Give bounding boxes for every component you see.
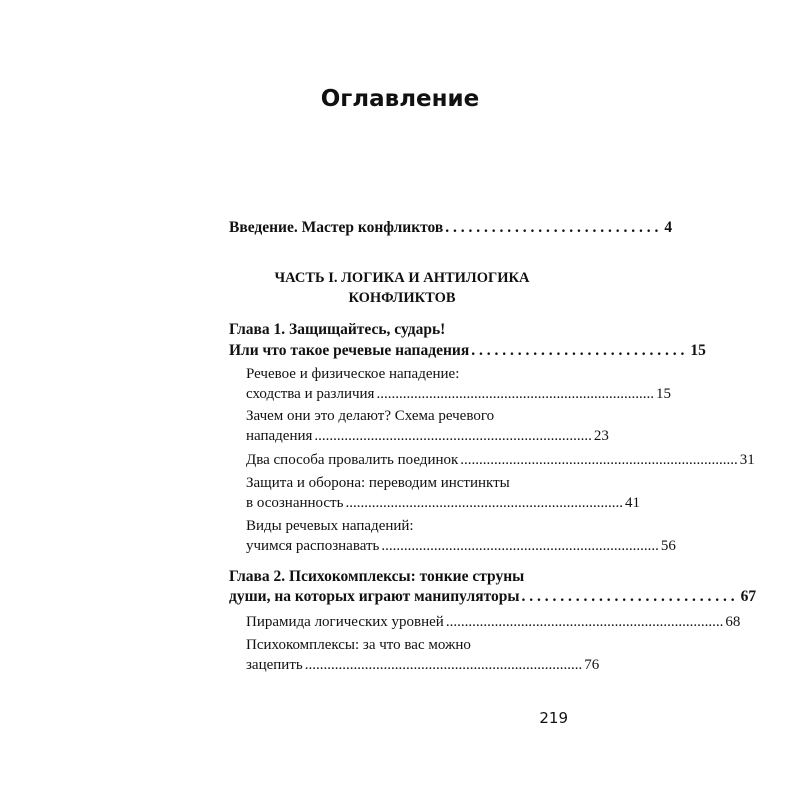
- toc-entry-chapter-2[interactable]: [229, 587, 757, 607]
- dot-leader: ..........................................................................: [460, 452, 738, 468]
- page-title: Оглавление: [320, 86, 480, 112]
- toc-chapter-2-title: [229, 567, 575, 587]
- toc-entry-section[interactable]: [246, 655, 600, 675]
- page-number: 219: [539, 709, 568, 727]
- section-text: в осознанность: [246, 495, 344, 511]
- dot-leader: . . . . . . . . . . . . . . . . . . . . . . . . . . . .: [521, 588, 735, 605]
- section-text: Защита и оборона: переводим инстинкты: [246, 475, 510, 491]
- section-text: сходства и различия: [246, 386, 375, 402]
- toc-entry-intro[interactable]: [229, 218, 673, 238]
- dot-leader: ..........................................................................: [445, 614, 724, 630]
- dot-leader: . . . . . . . . . . . . . . . . . . . . . . . . . . . .: [471, 342, 685, 359]
- toc-entry-section[interactable]: [246, 493, 640, 513]
- toc-entry-page: 67: [740, 588, 757, 605]
- toc-entry-page: 15: [690, 342, 706, 359]
- section-title-line: [246, 364, 575, 384]
- toc-entry-section[interactable]: [246, 384, 671, 404]
- chapter-title-line: души, на которых играют манипуляторы: [229, 588, 520, 605]
- section-title-line: [246, 635, 575, 655]
- dot-leader: ..........................................................................: [381, 538, 659, 554]
- dot-leader: ..........................................................................: [304, 657, 583, 673]
- toc-entry-title: Введение. Мастер конфликтов: [229, 219, 444, 236]
- chapter-title-line: Глава 1. Защищайтесь, сударь!: [229, 321, 446, 338]
- section-text: зацепить: [246, 657, 303, 673]
- section-text: Два способа провалить поединок: [246, 452, 459, 468]
- section-text: Пирамида логических уровней: [246, 614, 444, 630]
- table-of-contents: [229, 0, 757, 800]
- section-text: Речевое и физическое нападение:: [246, 366, 460, 382]
- section-text: Зачем они это делают? Схема речевого: [246, 408, 495, 424]
- part-heading: ЧАСТЬ I. ЛОГИКА И АНТИЛОГИКА: [274, 270, 530, 286]
- toc-entry-page: 23: [593, 428, 609, 444]
- section-title-line: [246, 406, 575, 426]
- part-heading-cont: КОНФЛИКТОВ: [348, 290, 456, 306]
- section-title-line: [246, 473, 575, 493]
- toc-entry-page: 41: [624, 495, 640, 511]
- toc-entry-page: 4: [664, 219, 673, 236]
- section-text: учимся распознавать: [246, 538, 380, 554]
- toc-entry-section[interactable]: [246, 536, 676, 556]
- toc-entry-section[interactable]: [246, 426, 609, 446]
- toc-entry-section[interactable]: [246, 612, 741, 632]
- toc-entry-page: 76: [584, 657, 600, 673]
- toc-entry-page: 68: [725, 614, 741, 630]
- toc-entry-page: 56: [660, 538, 676, 554]
- dot-leader: ..........................................................................: [314, 428, 592, 444]
- toc-entry-page: 15: [655, 386, 671, 402]
- section-text: нападения: [246, 428, 313, 444]
- section-title-line: [246, 516, 575, 536]
- dot-leader: ..........................................................................: [345, 495, 623, 511]
- dot-leader: ..........................................................................: [376, 386, 654, 402]
- chapter-title-line: Или что такое речевые нападения: [229, 342, 470, 359]
- toc-entry-chapter-1[interactable]: [229, 341, 706, 361]
- section-text: Виды речевых нападений:: [246, 518, 414, 534]
- toc-chapter-1-title: [229, 320, 575, 340]
- section-text: Психокомплексы: за что вас можно: [246, 637, 471, 653]
- toc-entry-page: 31: [739, 452, 755, 468]
- dot-leader: . . . . . . . . . . . . . . . . . . . . . . . . . . . .: [445, 219, 659, 236]
- chapter-title-line: Глава 2. Психокомплексы: тонкие струны: [229, 568, 525, 585]
- toc-entry-section[interactable]: [246, 450, 755, 470]
